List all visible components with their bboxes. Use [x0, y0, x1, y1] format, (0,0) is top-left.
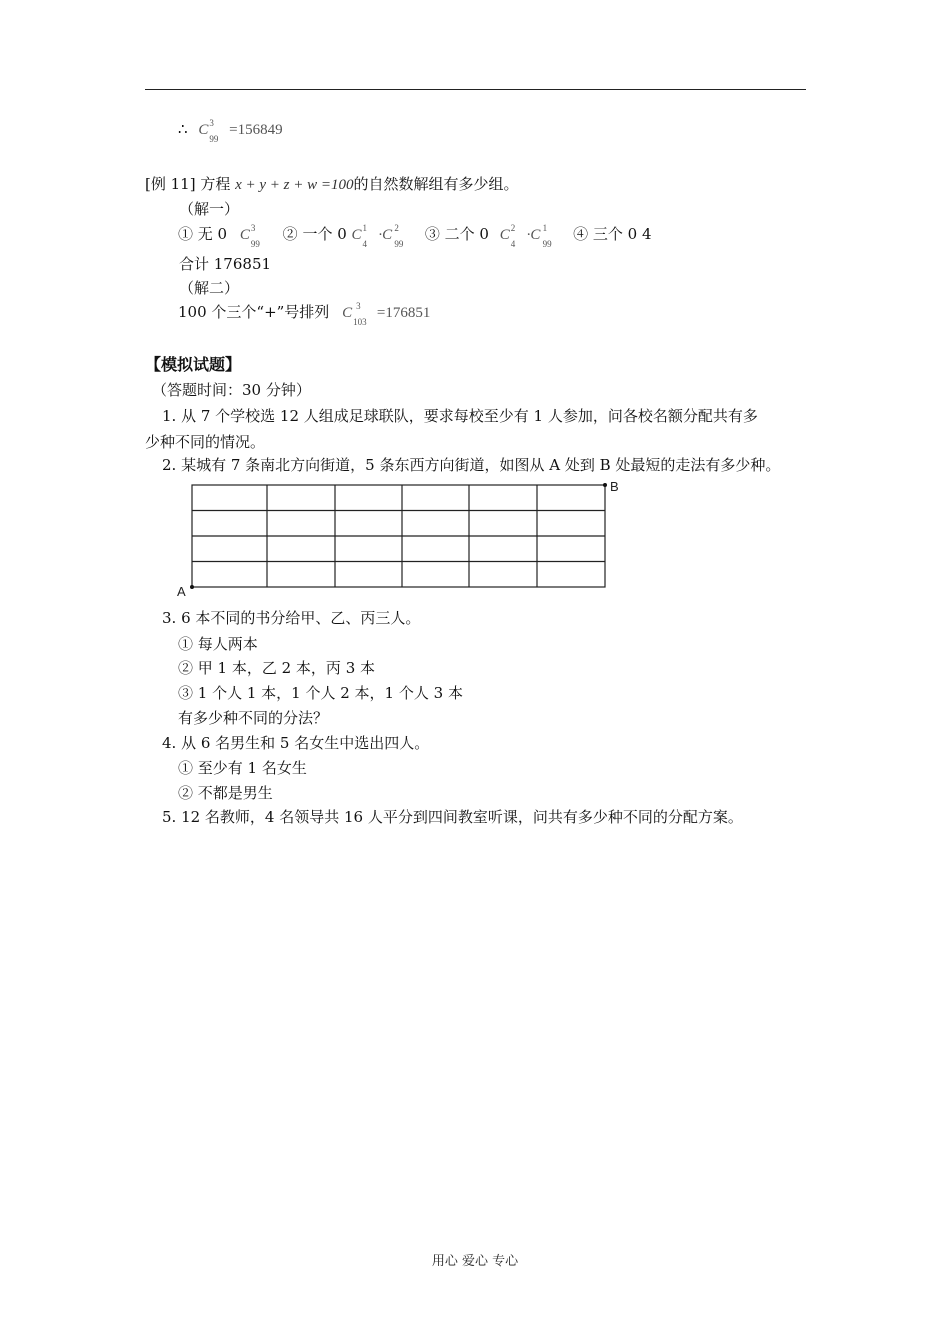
equation: x + y + z + w =100: [235, 177, 354, 193]
combination-c-99-3: C 3 99: [239, 223, 260, 249]
ex10-value: =156849: [229, 122, 283, 138]
combination-c-4-2: C 2 4: [499, 223, 516, 249]
combination-c-99-1: ·C 1 99: [526, 223, 552, 249]
practice-time: （答题时间：30 分钟）: [152, 381, 311, 399]
question-1-line-1: 1. 从 7 个学校选 12 人组成足球联队，要求每校至少有 1 人参加，问各校名额分配共有多: [162, 407, 758, 425]
ex11-title: [例 11] 方程 x + y + z + w =100的自然数解组有多少组。: [145, 175, 519, 193]
practice-heading: 【模拟试题】: [145, 355, 242, 374]
question-1-line-2: 少种不同的情况。: [145, 433, 266, 451]
question-3-c: ③ 1 个人 1 本，1 个人 2 本，1 个人 3 本: [178, 684, 463, 702]
ex11-cases: [178, 223, 652, 249]
question-4-a: ① 至少有 1 名女生: [178, 759, 307, 777]
point-b: [603, 483, 607, 487]
ex11-sol1-label: （解一）: [179, 200, 240, 218]
combination-c-99-3: C 3 99: [198, 118, 219, 144]
ex10-result: [178, 118, 283, 144]
case-1: ① 无 0: [178, 225, 228, 243]
page-footer: 用心 爱心 专心: [431, 1254, 519, 1269]
question-3: 3. 6 本不同的书分给甲、乙、丙三人。: [162, 609, 421, 627]
combination-c-99-2: ·C 2 99: [378, 223, 404, 249]
question-3-b: ② 甲 1 本，乙 2 本，丙 3 本: [178, 659, 376, 677]
ex11-total: 合计 176851: [179, 255, 272, 273]
point-a: [190, 585, 194, 589]
question-4: 4. 从 6 名男生和 5 名女生中选出四人。: [162, 734, 430, 752]
header-rule: [145, 89, 806, 90]
question-2: 2. 某城有 7 条南北方向街道，5 条东西方向街道，如图从 A 处到 B 处最短的走法有多少种。: [162, 456, 781, 474]
combination-c-103-3: C 3 103: [342, 301, 367, 327]
question-3-a: ① 每人两本: [178, 635, 258, 653]
case-3: ③ 二个 0: [424, 225, 489, 243]
ex11-sol2-label: （解二）: [179, 279, 240, 297]
ex11-sol2: 100 个三个“+”号排列 C 3 103 =176851: [178, 301, 431, 327]
question-3-d: 有多少种不同的分法？: [178, 709, 329, 727]
case-4: ④ 三个 0 4: [573, 225, 652, 243]
street-grid-diagram: [170, 478, 640, 598]
therefore-symbol: ∴: [178, 120, 188, 138]
label-a: A: [177, 584, 186, 598]
question-5: 5. 12 名教师，4 名领导共 16 人平分到四间教室听课，问共有多少种不同的分配方案。: [162, 808, 743, 826]
combination-c-4-1: C 1 4: [351, 223, 368, 249]
question-4-b: ② 不都是男生: [178, 784, 273, 802]
label-b: B: [610, 479, 619, 494]
case-2: ② 一个 0: [282, 225, 347, 243]
